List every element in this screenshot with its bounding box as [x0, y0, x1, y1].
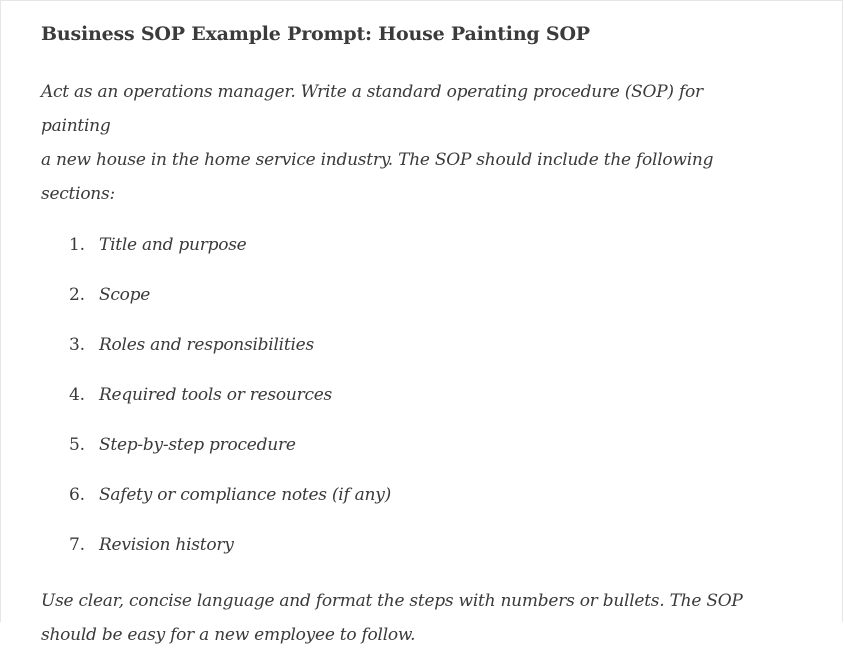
intro-line: Act as an operations manager. Write a standard operating procedure (SOP) for painting — [41, 82, 703, 136]
list-item-label: Roles and responsibilities — [99, 335, 314, 355]
list-item-label: Title and purpose — [99, 235, 247, 255]
intro-line: a new house in the home service industry. The SOP should include the following — [41, 150, 714, 170]
list-item-label: Scope — [99, 285, 151, 305]
list-item-number: 2. — [69, 285, 85, 305]
document-content — [41, 21, 761, 652]
outro-line: should be easy for a new employee to follow. — [41, 625, 416, 645]
list-item-number: 5. — [69, 435, 85, 455]
sections-list — [41, 228, 761, 578]
list-item-label: Step-by-step procedure — [99, 435, 296, 455]
list-item-label: Safety or compliance notes (if any) — [99, 485, 391, 505]
list-item-number: 7. — [69, 535, 85, 555]
section-heading: Business SOP Example Prompt: House Painting SOP — [41, 23, 590, 45]
list-item-label: Required tools or resources — [99, 385, 333, 405]
list-item — [69, 478, 761, 528]
outro-line: Use clear, concise language and format the steps with numbers or bullets. The SOP — [41, 591, 743, 611]
outro-paragraph — [41, 584, 761, 652]
list-item — [69, 378, 761, 428]
list-item — [69, 228, 761, 278]
intro-paragraph — [41, 75, 761, 211]
list-item — [69, 278, 761, 328]
list-item-number: 3. — [69, 335, 85, 355]
list-item — [69, 528, 761, 578]
list-item-number: 1. — [69, 235, 85, 255]
list-item — [69, 428, 761, 478]
list-item-label: Revision history — [99, 535, 234, 555]
intro-line: sections: — [41, 184, 115, 204]
list-item-number: 4. — [69, 385, 85, 405]
list-item-number: 6. — [69, 485, 85, 505]
list-item — [69, 328, 761, 378]
